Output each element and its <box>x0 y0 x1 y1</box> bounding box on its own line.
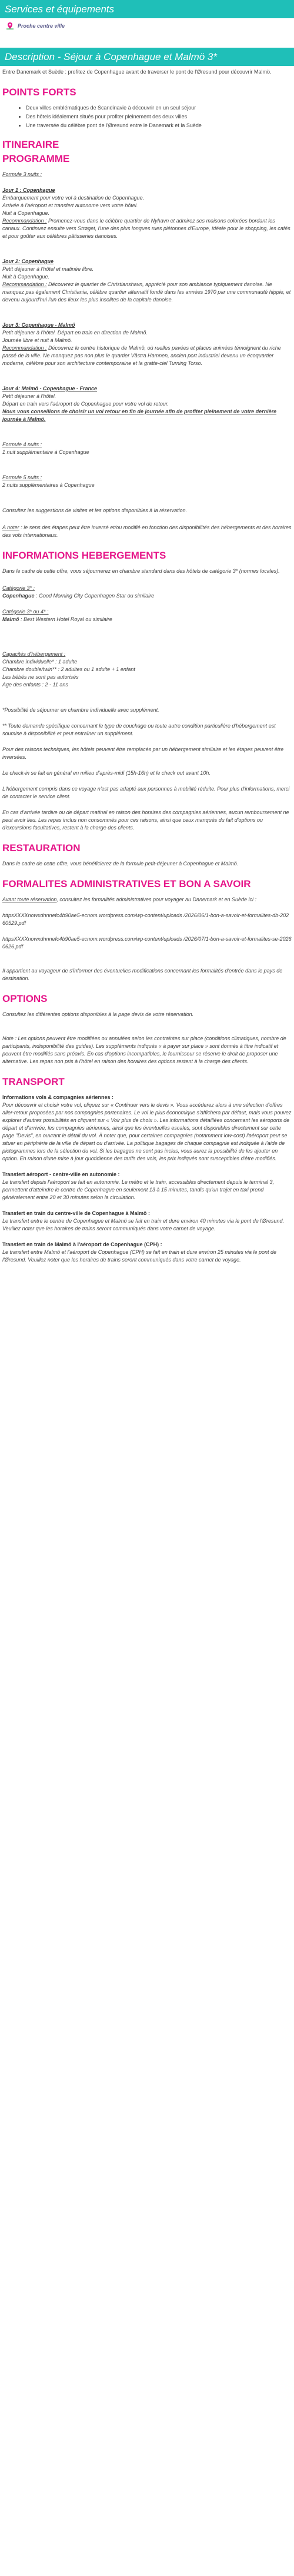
note-text: : le sens des étapes peut être inversé et/ou modifié en fonction des disponibilités des hébergements et des horaires des vols internationaux. <box>2 525 292 538</box>
day-title: Jour 3: Copenhague - Malmö <box>2 322 75 328</box>
hotel-malmo <box>2 608 292 623</box>
services-banner <box>0 0 294 18</box>
formule-5-label: Formule 5 nuits : <box>2 474 42 480</box>
transfer-train-airport <box>2 1241 292 1264</box>
options-text: Consultez les différentes options disponibles à la page devis de votre réservation. <box>2 1011 194 1017</box>
day-line: Journée libre et nuit à Malmö. <box>2 337 72 343</box>
reco-text: Découvrez le centre historique de Malmö, où ruelles pavées et places animées témoignent du riche passé de la ville. Ne manquez pas non plus le quartier Västra Hamnen, ancien port industriel devenu un écoquartier moderne, célèbre pour son architecture contemporaine et la gratte-ciel Turning Torso. <box>2 345 281 366</box>
day-line: Petit déjeuner à l'hôtel et matinée libre. <box>2 266 94 272</box>
reco-label: Recommandation : <box>2 281 47 287</box>
service-label: Proche centre ville <box>18 22 65 29</box>
reco-label: Recommandation : <box>2 218 47 224</box>
formalites-intro: , consultez les formalités administratives pour voyager au Danemark et en Suède ici : <box>56 897 257 902</box>
consult-text: Consultez les suggestions de visites et les options disponibles à la réservation. <box>2 507 188 513</box>
formalites-link-se[interactable]: httpsXXXXnowxdnnnefc4b90ae5-ecnom.wordpress.com/wp-content/uploads /2026/07/1-bon-a-savoir-et-formalites-se-20260626.pdf <box>2 936 292 950</box>
capacity-line: Age des enfants : 2 - 11 ans <box>2 682 68 688</box>
formule-3-label: Formule 3 nuits : <box>2 171 42 177</box>
accommodation-note: Pour des raisons techniques, les hôtels peuvent être remplacés par un hébergement similaire et les étapes peuvent être inversées. <box>2 746 284 760</box>
formule-4-label: Formule 4 nuits : <box>2 441 42 447</box>
flights-title: Informations vols & compagnies aériennes : <box>2 1094 114 1100</box>
accommodation-note: L'hébergement compris dans ce voyage n'est pas adapté aux personnes à mobilité réduite. Pour plus d'informations, merci de contacter le service client. <box>2 786 290 799</box>
category-label: Catégorie 3* ou 4* : <box>2 609 49 615</box>
formalites-intro-u: Avant toute réservation <box>2 897 57 902</box>
programme-heading: PROGRAMME <box>2 153 70 164</box>
main-content <box>0 66 294 1264</box>
services-title: Services et équipements <box>5 4 115 15</box>
accommodation-note: Le check-in se fait en général en milieu d'après-midi (15h-16h) et le check out avant 10h. <box>2 770 211 776</box>
itineraire-heading: ITINERAIRE <box>2 139 59 150</box>
transfer-train-malmo <box>2 1210 292 1233</box>
day-1 <box>2 187 292 240</box>
note-label: A noter <box>2 525 19 530</box>
capacity-line: Chambre individuelle* : 1 adulte <box>2 659 78 665</box>
list-item: • Des hôtels idéalement situés pour profiter pleinement des deux villes <box>26 113 292 121</box>
transfer-title: Transfert en train du centre-ville de Copenhague à Malmö : <box>2 1210 151 1216</box>
transfer-text: Le transfert depuis l'aéroport se fait en autonomie. Le métro et le train, accessibles directement depuis le terminal 3, permettent d'atteindre le centre de Copenhague en seulement 13 à 15 minutes, tandis qu'un trajet en taxi prend généralement entre 20 et 30 minutes selon la circulation. <box>2 1179 274 1200</box>
capacity-line: Chambre double/twin** : 2 adultes ou 1 adulte + 1 enfant <box>2 666 135 672</box>
points-forts-list <box>2 104 292 130</box>
day-2 <box>2 258 292 304</box>
accommodation-note: *Possibilité de séjourner en chambre individuelle avec supplément. <box>2 707 159 713</box>
day-title: Jour 1 : Copenhague <box>2 187 55 193</box>
transport-heading: TRANSPORT <box>2 1076 65 1087</box>
day-line: Petit déjeuner à l'hôtel. <box>2 393 56 399</box>
day-4 <box>2 385 292 423</box>
city-name: Malmö <box>2 616 19 622</box>
formalites-link-dk[interactable]: httpsXXXXnowxdnnnefc4b90ae5-ecnom.wordpress.com/wp-content/uploads /2026/06/1-bon-a-savoir-et-formalites-db-20260529.pdf <box>2 912 289 926</box>
formule-4-text: 1 nuit supplémentaire à Copenhague <box>2 449 89 455</box>
transfer-text: Le transfert entre le centre de Copenhague et Malmö se fait en train et dure environ 40 minutes via le pont de l'Øresund. Veuillez noter que les horaires de trains seront communiqués dans votre carnet de voyage. <box>2 1218 284 1231</box>
day-line: Nuit à Copenhague. <box>2 274 50 280</box>
day-line: Embarquement pour votre vol à destination de Copenhague. <box>2 195 145 201</box>
location-pin-icon <box>6 22 14 30</box>
points-forts-heading: POINTS FORTS <box>2 87 76 98</box>
transfer-title: Transfert aéroport - centre-ville en autonomie : <box>2 1171 120 1177</box>
hebergements-intro: Dans le cadre de cette offre, vous séjournerez en chambre standard dans des hôtels de catégorie 3* (normes locales). <box>2 568 280 574</box>
transfer-title: Transfert en train de Malmö à l'aéroport de Copenhague (CPH) : <box>2 1241 162 1247</box>
options-note: Note : Les options peuvent être modifiées ou annulées selon les contraintes sur place (conditions climatiques, nombre de participants, indisponibilité des guides). Les suppléments indiqués « à payer sur place » sont donnés à titre indicatif et peuvent être modifiés sans préavis. En cas d'options incompatibles, le fournisseur se réserve le droit de proposer une alternative. Les repas non pris à l'hôtel en raison des horaires des options restent à la charge des clients. <box>2 1035 286 1064</box>
day-3 <box>2 321 292 367</box>
day-line: Nuit à Copenhague. <box>2 210 50 216</box>
day-advice: Nous vous conseillons de choisir un vol retour en fin de journée afin de profiter pleinement de votre dernière journée à Malmö. <box>2 409 277 422</box>
description-title: Description - Séjour à Copenhague et Malmö 3* <box>5 51 217 62</box>
capacity-label: Capacités d'hébergement : <box>2 651 66 657</box>
hotel-copenhague <box>2 585 292 600</box>
options-heading: OPTIONS <box>2 993 48 1004</box>
accommodation-note: En cas d'arrivée tardive ou de départ matinal en raison des horaires des compagnies aériennes, aucun remboursement ne peut avoir lieu. Les repas inclus non consommés pour ces raisons, ainsi que ceux manqués du fait d'options ou d'excursions facultatives, restent à la charge des clients. <box>2 809 289 831</box>
formalites-heading: FORMALITES ADMINISTRATIVES ET BON A SAVOIR <box>2 878 251 889</box>
category-label: Catégorie 3* : <box>2 585 35 591</box>
day-title: Jour 4: Malmö - Copenhague - France <box>2 386 98 391</box>
transfer-airport <box>2 1171 292 1201</box>
flights-text: Pour découvrir et choisir votre vol, cliquez sur « Continuer vers le devis ». Vous accéderez alors à une sélection d'offres aller-retour proposées par nos compagnies partenaires. Le vol le plus économique s'affichera par défaut, mais vous pouvez explorer d'autres possibilités en cliquant sur « Voir plus de choix ». Les informations détaillées concernant les aéroports de départ et d'arrivée, les compagnies aériennes, ainsi que les éventuelles escales, sont disponibles directement sur cette page "Devis", en ouvrant le détail du vol. À noter que, pour certaines compagnies (notamment low-cost) l'aéroport peut se situer en périphérie de la ville de départ ou d'arrivée. La politique bagages de chaque compagnie est indiquée à l'aide de pictogrammes lors de la sélection du vol. Si les bagages ne sont pas inclus, vous aurez la possibilité de les ajouter en option. En raison d'une mise à jour quotidienne des tarifs des vols, les prix indiqués sont susceptibles d'être modifiés. <box>2 1102 292 1161</box>
restauration-heading: RESTAURATION <box>2 842 81 854</box>
day-line: Arrivée à l'aéroport et transfert autonome vers votre hôtel. <box>2 203 138 208</box>
formalites-note: Il appartient au voyageur de s'informer des éventuelles modifications concernant les formalités d'entrée dans le pays de destination. <box>2 968 283 981</box>
reco-text: Promenez-vous dans le célèbre quartier de Nyhavn et admirez ses maisons colorées bordant les canaux. Continuez ensuite vers Strøget, l'une des plus longues rues piétonnes d'Europe, idéale pour le shopping, les cafés et pour goûter aux célèbres pâtisseries danoises. <box>2 218 290 239</box>
capacity-block <box>2 650 292 689</box>
day-line: Petit déjeuner à l'hôtel. Départ en train en direction de Malmö. <box>2 330 148 336</box>
list-item: • Une traversée du célèbre pont de l'Øresund entre le Danemark et la Suède <box>26 122 292 130</box>
transfer-text: Le transfert entre Malmö et l'aéroport de Copenhague (CPH) se fait en train et dure environ 25 minutes via le pont de l'Øresund. Veuillez noter que les horaires de trains seront communiqués dans votre carnet de voyage. <box>2 1249 276 1263</box>
accommodation-note: ** Toute demande spécifique concernant le type de couchage ou toute autre condition particulière d'hébergement est soumise à disponibilité et peut entraîner un supplément. <box>2 723 276 736</box>
services-list <box>0 18 294 48</box>
reco-text: Découvrez le quartier de Christianshavn, apprécié pour son ambiance typiquement danoise. Ne manquez pas également Christiania, célèbre quartier alternatif fondé dans les années 1970 par une communauté hippie, et devenu aujourd'hui l'un des lieux les plus insolites de la capitale danoise. <box>2 281 291 303</box>
formule-5-text: 2 nuits supplémentaires à Copenhague <box>2 482 95 488</box>
city-name: Copenhague <box>2 593 35 599</box>
hotel-name: : Good Morning City Copenhagen Star ou similaire <box>34 593 155 599</box>
capacity-line: Les bébés ne sont pas autorisés <box>2 674 79 680</box>
day-line: Départ en train vers l'aéroport de Copenhague pour votre vol de retour. <box>2 401 169 407</box>
list-item: • Deux villes emblématiques de Scandinavie à découvrir en un seul séjour <box>26 104 292 112</box>
day-title: Jour 2: Copenhague <box>2 258 54 264</box>
flights-info <box>2 1094 292 1163</box>
description-intro: Entre Danemark et Suède : profitez de Copenhague avant de traverser le pont de l'Øresund pour découvrir Malmö. <box>2 69 272 75</box>
hotel-name: : Best Western Hotel Royal ou similaire <box>19 616 112 622</box>
formule-5 <box>2 474 292 489</box>
restauration-text: Dans le cadre de cette offre, vous bénéficierez de la formule petit-déjeuner à Copenhague et Malmö. <box>2 861 239 867</box>
service-item <box>6 22 288 30</box>
formule-4 <box>2 441 292 456</box>
reco-label: Recommandation : <box>2 345 47 351</box>
hebergements-heading: INFORMATIONS HEBERGEMENTS <box>2 550 166 561</box>
description-banner <box>0 48 294 66</box>
